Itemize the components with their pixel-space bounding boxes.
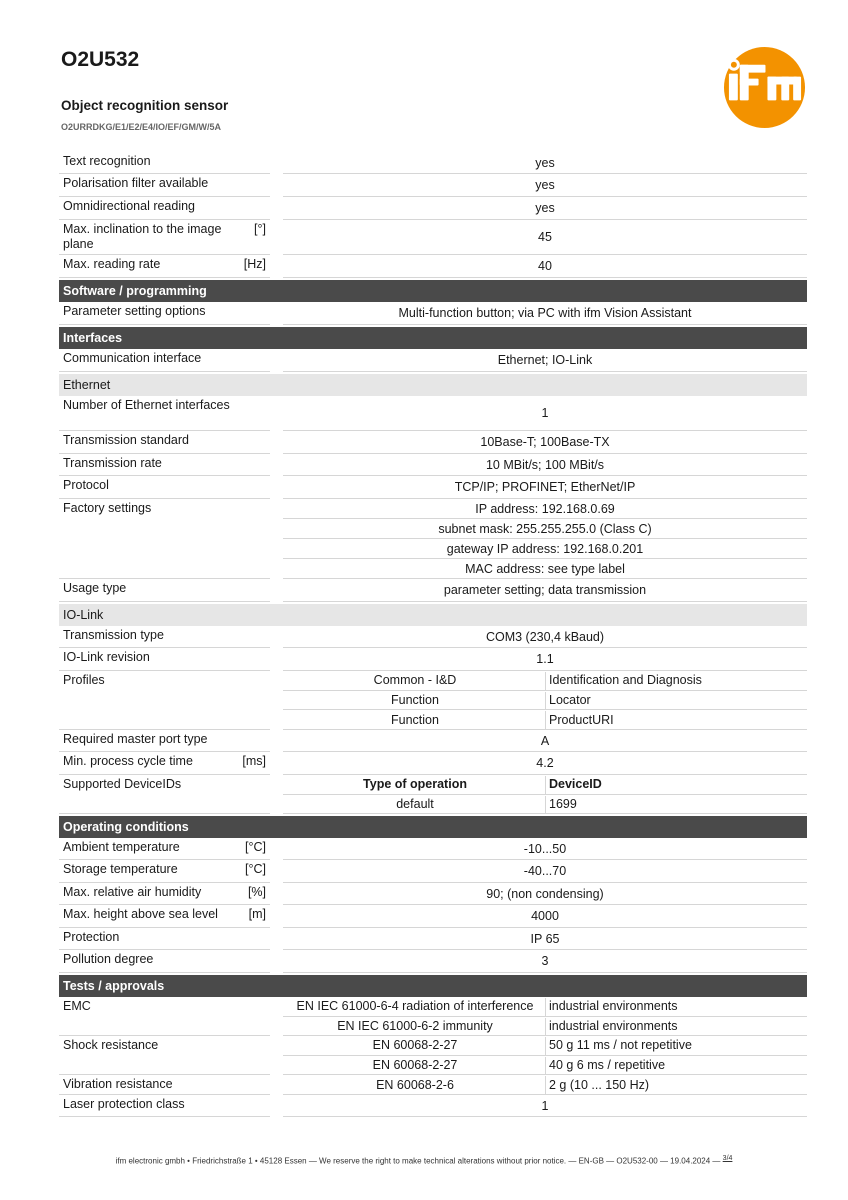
test-standard: EN 60068-2-27 [372,1057,458,1072]
section-operating-conditions: Operating conditions [59,816,807,838]
profile-row [283,710,807,730]
spec-value: 4.2 [283,752,807,775]
spec-label: Laser protection class [63,1097,185,1111]
column-header: Type of operation [363,777,467,792]
spec-label: Shock resistance [63,1038,159,1052]
spec-row-polarisation [59,174,807,197]
device-id-header [283,775,807,795]
ifm-logo [723,46,806,129]
spec-unit: [ms] [242,754,266,768]
test-row [283,997,807,1017]
spec-unit: [%] [247,885,266,899]
spec-row-ambient-temp [59,838,807,860]
spec-row-profiles [59,671,807,730]
spec-row-storage-temp [59,860,807,883]
subsection-iolink: IO-Link [59,604,807,626]
spec-label: Text recognition [63,154,151,168]
spec-unit [262,930,266,949]
spec-row-ethernet-count [59,396,807,431]
profile-name: Common - I&D [373,673,457,688]
spec-row-shock [59,1036,807,1075]
spec-value: A [283,730,807,752]
spec-row-text-recognition [59,152,807,174]
spec-label: Max. height above sea level [63,907,218,921]
product-subtitle: Object recognition sensor [61,98,229,113]
spec-row-laser-class [59,1095,807,1117]
spec-value: 40 [283,255,807,278]
spec-label: Profiles [63,673,105,687]
spec-unit [262,952,266,972]
spec-value: -10...50 [283,838,807,860]
spec-row-reading-rate [59,255,807,278]
profile-desc: ProductURI [545,711,807,729]
spec-value: IP address: 192.168.0.69 [283,499,807,519]
device-id-mode: default [396,796,434,811]
subsection-ethernet: Ethernet [59,374,807,396]
spec-value: yes [283,152,807,174]
spec-label: Protection [63,930,120,944]
profile-desc: Locator [545,692,807,710]
test-row [283,1075,807,1095]
profile-name: Function [391,693,439,707]
test-standard: EN 60068-2-6 [376,1077,454,1092]
spec-row-transmission-rate [59,454,807,476]
column-header: DeviceID [545,776,807,794]
spec-value: 10 MBit/s; 100 MBit/s [283,454,807,476]
spec-table [59,152,807,1117]
device-id-value: 1699 [545,796,807,814]
spec-label: Omnidirectional reading [63,199,196,213]
spec-row-inclination [59,220,807,255]
spec-value: 90; (non condensing) [283,883,807,905]
section-tests-approvals: Tests / approvals [59,975,807,997]
spec-value: 1 [283,396,807,431]
device-id-row [283,795,807,815]
spec-row-transmission-standard [59,431,807,454]
spec-label: IO-Link revision [63,650,150,664]
spec-label: Transmission rate [63,456,162,470]
spec-value: IP 65 [283,928,807,950]
spec-label: Communication interface [63,351,202,365]
spec-row-height [59,905,807,928]
spec-label: Storage temperature [63,862,178,876]
spec-value: 45 [283,220,807,255]
spec-unit: [°] [254,222,266,236]
spec-unit: [m] [248,907,266,921]
spec-label: Factory settings [63,501,152,515]
spec-value: subnet mask: 255.255.255.0 (Class C) [283,519,807,539]
spec-row-iolink-revision [59,648,807,671]
test-result: 2 g (10 ... 150 Hz) [545,1076,807,1094]
spec-unit [262,199,266,219]
footer-text: ifm electronic gmbh • Friedrichstraße 1 • 45128 Essen — We reserve the right to make technical alterations without prior notice. — EN-GB — O2U532-00 — 19.04.2024 — [115,1156,721,1166]
spec-row-device-ids [59,775,807,814]
spec-unit [262,154,266,173]
profile-row [283,691,807,711]
spec-value: -40...70 [283,860,807,883]
spec-value: Ethernet; IO-Link [283,349,807,372]
spec-label: Usage type [63,581,127,595]
spec-row-emc [59,997,807,1036]
profile-name: Function [391,712,439,727]
spec-label: EMC [63,999,91,1013]
spec-label: Pollution degree [63,952,154,966]
spec-label: Required master port type [63,732,208,746]
spec-row-usage-type [59,579,807,602]
spec-unit: [°C] [245,862,266,876]
spec-value: 10Base-T; 100Base-TX [283,431,807,454]
test-standard: EN 60068-2-27 [372,1038,458,1053]
spec-row-protection [59,928,807,950]
spec-row-pollution [59,950,807,973]
page-footer [0,1155,848,1166]
page-number: 3/4 [722,1155,733,1162]
test-result: 40 g 6 ms / repetitive [545,1057,807,1075]
spec-label: Transmission type [63,628,164,642]
product-code: O2URRDKG/E1/E2/E4/IO/EF/GM/W/5A [61,122,222,132]
spec-row-vibration [59,1075,807,1095]
spec-label: Min. process cycle time [63,754,193,768]
profile-row [283,671,807,691]
test-standard: EN IEC 61000-6-2 immunity [337,1018,493,1033]
spec-unit: [°C] [245,840,266,854]
spec-row-factory-settings [59,499,807,579]
spec-label: Polarisation filter available [63,176,209,190]
spec-value: 1 [283,1095,807,1117]
spec-label: Ambient temperature [63,840,180,854]
spec-label: Max. inclination to the image plane [63,222,222,251]
section-software: Software / programming [59,280,807,302]
spec-row-humidity [59,883,807,905]
spec-value: yes [283,174,807,197]
spec-value: TCP/IP; PROFINET; EtherNet/IP [283,476,807,499]
spec-label: Protocol [63,478,109,492]
spec-value: parameter setting; data transmission [283,579,807,602]
test-result: 50 g 11 ms / not repetitive [545,1037,807,1055]
test-result: industrial environments [545,1018,807,1036]
test-row [283,1056,807,1076]
spec-label: Max. reading rate [63,257,161,271]
product-title: O2U532 [61,48,140,71]
spec-value: COM3 (230,4 kBaud) [283,626,807,648]
spec-unit: [Hz] [243,257,266,271]
spec-value: 3 [283,950,807,973]
test-result: industrial environments [545,998,807,1016]
spec-label: Parameter setting options [63,304,206,318]
spec-row-parameter-setting [59,302,807,325]
test-standard: EN IEC 61000-6-4 radiation of interference [296,999,534,1014]
section-interfaces: Interfaces [59,327,807,349]
test-row [283,1017,807,1037]
test-row [283,1036,807,1056]
spec-row-cycle-time [59,752,807,775]
spec-value: gateway IP address: 192.168.0.201 [283,539,807,559]
spec-label: Vibration resistance [63,1077,173,1091]
profile-desc: Identification and Diagnosis [545,672,807,690]
spec-label: Max. relative air humidity [63,885,202,899]
spec-row-protocol [59,476,807,499]
spec-value: 1.1 [283,648,807,671]
spec-value: Multi-function button; via PC with ifm Vision Assistant [283,302,807,325]
spec-value: yes [283,197,807,220]
spec-row-master-port [59,730,807,752]
spec-label: Number of Ethernet interfaces [63,398,230,412]
spec-unit [262,176,266,196]
spec-value: MAC address: see type label [283,559,807,579]
spec-row-omnidirectional [59,197,807,220]
spec-row-transmission-type [59,626,807,648]
spec-row-communication [59,349,807,372]
spec-value: 4000 [283,905,807,928]
spec-label: Transmission standard [63,433,189,447]
spec-label: Supported DeviceIDs [63,777,182,791]
